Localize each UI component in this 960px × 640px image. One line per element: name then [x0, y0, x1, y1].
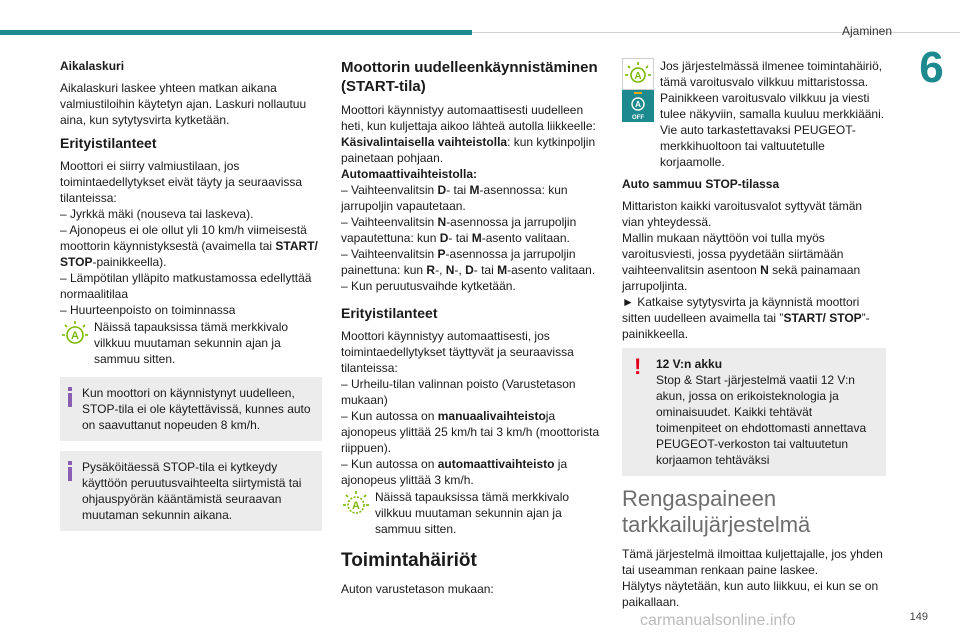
- paragraph: Moottori käynnistyy automaattisesti, jos toimintaedellytykset täyttyvät ja seuraavissa tilanteissa: – Urheilu-tilan valinnan poisto (Varustetason mukaan) – Kun autossa on manuaalivaihteistoja ajonopeus ylittää 25 km/h tai 3 km/h (moottorista riippuen). – Kun autossa on automaattivaihteisto ja ajonopeus ylittää 3 km/h.: [341, 329, 600, 487]
- svg-text:OFF: OFF: [632, 115, 644, 121]
- info-box: Kun moottori on käynnistynyt uudelleen, STOP-tila ei ole käytettävissä, kunnes auto on saavuttanut nopeuden 8 km/h.: [60, 377, 322, 441]
- heading-erityistilanteet: Erityistilanteet: [60, 135, 157, 151]
- column-right: [622, 58, 886, 616]
- chapter-number: 6: [919, 43, 944, 92]
- warning-icon: !: [634, 354, 642, 379]
- svg-text:A: A: [635, 100, 641, 109]
- stop-start-active-icon: [60, 319, 90, 353]
- column-left: [60, 58, 322, 541]
- paragraph: Moottori ei siirry valmiustilaan, jos toimintaedellytykset eivät täyty ja seuraavissa tilanteissa: – Jyrkkä mäki (nouseva tai laskeva). – Ajonopeus ei ole ollut yli 10 km/h viimeisestä moottorin käynnistyksestä (avaimella tai START/ STOP-painikkeella). – Lämpötilan ylläpito matkustamossa edellyttää normaalitilaa – Huurteenpoisto on toiminnassa: [60, 159, 318, 317]
- stop-start-icons: [622, 58, 654, 126]
- paragraph: Hälytys näytetään, kun auto liikkuu, ei kun se on paikallaan.: [622, 579, 879, 609]
- warning-box: ! 12 V:n akku Stop & Start -järjestelmä vaatii 12 V:n akun, jossa on erikoisteknologia ja ominaisuudet. Kaikki tehtävät toimenpiteet on ehdottomasti annettava PEUGEOT-verkoston tai valtuutetun korjaamon tehtäväksi: [622, 348, 886, 476]
- column-middle: [341, 58, 605, 603]
- paragraph: Mittariston kaikki varoitusvalot syttyvät tämän vian yhteydessä. Mallin mukaan näyttöön voi tulla myös varoitusviesti, jossa pyydetään siirtämään vaihteenvalitsin asentoon N sekä painamaan jarrupoljinta. ► Katkaise sytytysvirta ja käynnistä moottori sitten uudelleen avaimella tai ”START/ STOP”-painikkeella.: [622, 199, 870, 341]
- svg-text:A: A: [352, 500, 360, 512]
- svg-text:A: A: [71, 330, 79, 342]
- paragraph: Auton varustetason mukaan:: [341, 582, 494, 596]
- info-icon: [68, 461, 72, 483]
- heading-restart: Moottorin uudelleenkäynnistäminen (START-tila): [341, 59, 598, 95]
- icon-note: A A OFF Jos järjestelmässä ilmenee toimintahäiriö, tämä varoitusvalo vilkkuu mittaristossa. Painikkeen varoitusvalo vilkkuu ja viesti tulee näkyviin, samalla kuuluu merkkiääni. Vie auto tarkastettavaksi PEUGEOT-merkkihuoltoon tai valtuutetulle korjaamolle.: [622, 58, 886, 170]
- info-icon: [68, 387, 72, 409]
- heading-stop-tila: Auto sammuu STOP-tilassa: [622, 177, 780, 191]
- page-number: 149: [909, 611, 928, 623]
- heading-toimintahairiot: Toimintahäiriöt: [341, 550, 477, 571]
- paragraph: Tämä järjestelmä ilmoittaa kuljettajalle, jos yhden tai useamman renkaan paine laskee.: [622, 547, 883, 577]
- paragraph: Aikalaskuri laskee yhteen matkan aikana valmiustiloihin käytetyn ajan. Laskuri nollautuu aina, kun sytytysvirta kytketään.: [60, 81, 307, 127]
- info-box: Pysäköitäessä STOP-tila ei kytkeydy käyttöön peruutusvaihteelta siirtymistä tai ohjauspyörän kääntämistä seuraavan muutaman sekunnin aikana.: [60, 451, 322, 531]
- watermark: carmanualsonline.info: [640, 612, 796, 629]
- header-accent-bar: [0, 30, 472, 35]
- svg-text:A: A: [634, 71, 642, 82]
- heading-aikalaskuri: Aikalaskuri: [60, 59, 125, 73]
- heading-erityistilanteet-2: Erityistilanteet: [341, 305, 438, 321]
- icon-note: A Näissä tapauksissa tämä merkkivalo vilkkuu muutaman sekunnin ajan ja sammuu sitten.: [60, 319, 322, 367]
- stop-start-active-icon: [341, 489, 371, 523]
- heading-rengaspaine: Rengaspaineen tarkkailujärjestelmä: [622, 486, 811, 537]
- section-title: Ajaminen: [841, 24, 892, 38]
- paragraph: Moottori käynnistyy automaattisesti uudelleen heti, kun kuljettaja aikoo lähteä autolla liikkeelle: Käsivalintaisella vaihteistolla: kun kytkinpoljin painetaan pohjaan. Automaattivaihteistolla: – Vaihteenvalitsin D- tai M-asennossa: kun jarrupoljin vapautetaan. – Vaihteenvalitsin N-asennossa ja jarrupoljin vapautettuna: kun D- tai M-asento valitaan. – Vaihteenvalitsin P-asennossa ja jarrupoljin painettuna: kun R-, N-, D- tai M-asento valitaan. – Kun peruutusvaihde kytketään.: [341, 103, 596, 293]
- icon-note: A Näissä tapauksissa tämä merkkivalo vilkkuu muutaman sekunnin ajan ja sammuu sitten.: [341, 489, 605, 537]
